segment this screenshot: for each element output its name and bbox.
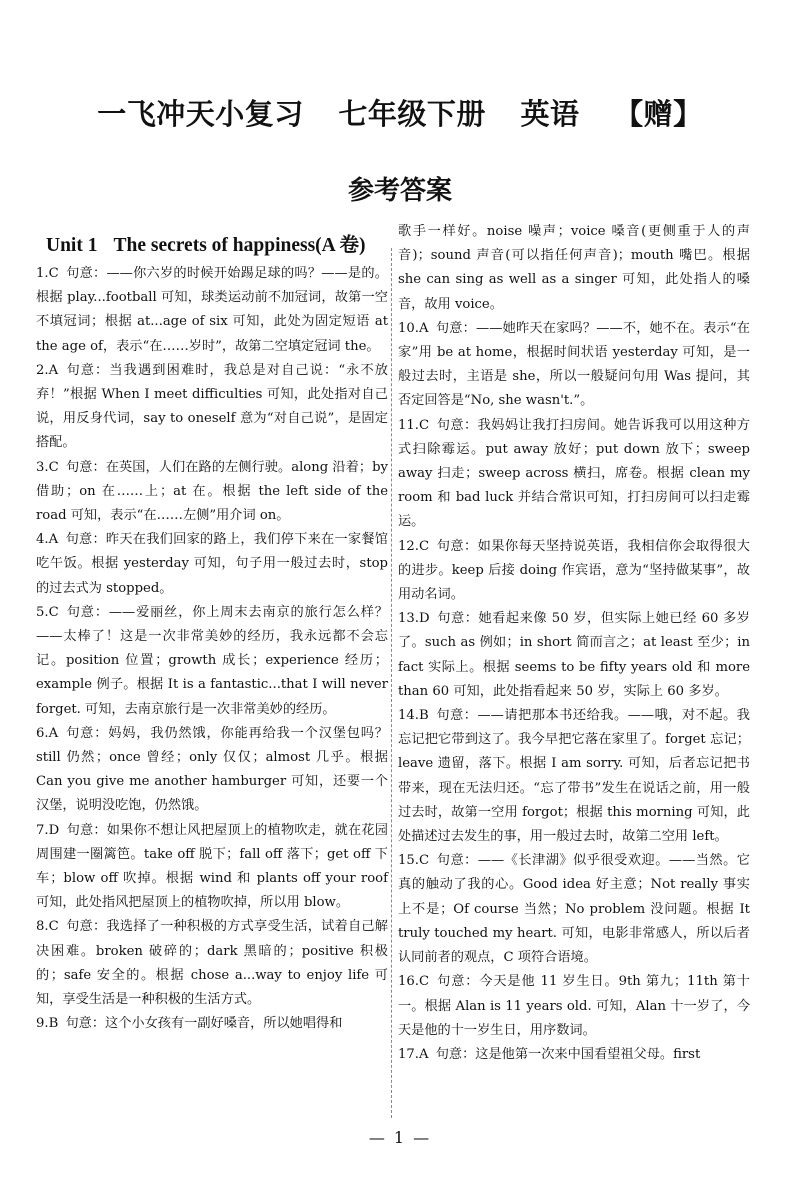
right-column bbox=[398, 220, 750, 1067]
answer-item-continued bbox=[398, 220, 750, 317]
answer-explanation: 歌手一样好。noise 噪声；voice 嗓音(更侧重于人的声音)；sound 声音(可以指任何声音)；mouth 嘴巴。根据 she can sing as well as a singer 可知，此处指人的嗓音，故用 voice。 bbox=[398, 224, 750, 312]
answer-item bbox=[36, 528, 388, 601]
answer-number: 14.B bbox=[398, 708, 429, 724]
answer-number: 15.C bbox=[398, 853, 430, 869]
left-column bbox=[36, 228, 388, 1037]
answer-item bbox=[36, 359, 388, 456]
answer-number: 16.C bbox=[398, 974, 430, 990]
answer-explanation: 句意：当我遇到困难时，我总是对自己说：“永不放弃！”根据 When I meet difficulties 可知，此处指对自己说，用反身代词，say to oneself 意为“对自己说”，是固定搭配。 bbox=[36, 362, 388, 451]
answer-number: 11.C bbox=[398, 417, 430, 433]
answer-item bbox=[398, 849, 750, 970]
answer-explanation: 句意：昨天在我们回家的路上，我们停下来在一家餐馆吃午饭。根据 yesterday 可知，句子用一般过去时，stop 的过去式为 stopped。 bbox=[36, 532, 388, 596]
answer-number: 5.C bbox=[36, 604, 59, 620]
title-part-subject: 英语 bbox=[520, 97, 580, 131]
answer-item bbox=[398, 607, 750, 704]
answer-explanation: 句意：如果你不想让风把屋顶上的植物吹走，就在花园周围建一圈篱笆。take off 脱下；fall off 落下；get off 下车；blow off 吹掉。根据 wind 和 plants off your roof 可知，此处指风把屋顶上的植物吹掉，所以用 blow。 bbox=[36, 822, 388, 911]
answer-explanation: 句意：——《长津湖》似乎很受欢迎。——当然。它真的触动了我的心。Good idea 好主意；Not really 事实上不是；Of course 当然；No problem 没问题。根据 It truly touched my heart. 可知，电影非常感人，所以后者认同前者的观点，C 项符合语境。 bbox=[398, 853, 750, 966]
answer-item bbox=[398, 704, 750, 849]
answer-explanation: 句意：在英国，人们在路的左侧行驶。along 沿着；by 借助；on 在……上；at 在。根据 the left side of the road 可知，表示“在……左侧”用介词 on。 bbox=[36, 459, 388, 524]
answer-number: 8.C bbox=[36, 919, 59, 935]
answer-explanation: 句意：——她昨天在家吗？——不，她不在。表示“在家”用 be at home，根据时间状语 yesterday 可知，是一般过去时，主语是 she，所以一般疑问句用 Was 提问，其否定回答是“No, she wasn't.”。 bbox=[398, 320, 750, 409]
answer-explanation: 句意：我妈妈让我打扫房间。她告诉我可以用这种方式扫除霉运。put away 放好；put down 放下；sweep away 扫走；sweep across 横扫，席卷。根据 clean my room 和 bad luck 并结合常识可知，打扫房间可以扫走霉运。 bbox=[398, 417, 750, 530]
answer-explanation: 句意：——你六岁的时候开始踢足球的吗？——是的。根据 play...football 可知，球类运动前不加冠词，故第一空不填冠词；根据 at...age of six 可知，此处为固定短语 at the age of，表示“在……岁时”，故第二空填定冠词 the。 bbox=[36, 266, 388, 354]
answer-explanation: 句意：——请把那本书还给我。——哦，对不起。我忘记把它带到这了。我今早把它落在家里了。forget 忘记；leave 遗留，落下。根据 I am sorry. 可知，后者忘记把书带来，现在无法归还。“忘了带书”发生在说话之前，用一般过去时，故第一空用 forgot；根据 this morning 可知，此处描述过去发生的事，用一般过去时，故第二空用 left。 bbox=[398, 708, 750, 845]
answer-item bbox=[36, 819, 388, 916]
answer-number: 13.D bbox=[398, 611, 430, 627]
answer-number: 1.C bbox=[36, 266, 59, 281]
answer-number: 10.A bbox=[398, 320, 429, 336]
unit-heading bbox=[46, 231, 388, 261]
answer-item bbox=[36, 915, 388, 1012]
answer-number: 6.A bbox=[36, 725, 59, 741]
answer-item bbox=[398, 317, 750, 414]
answer-explanation: 句意：这是他第一次来中国看望祖父母。first bbox=[435, 1046, 701, 1062]
page-subtitle: 参考答案 bbox=[347, 176, 452, 206]
answer-explanation: 句意：今天是他 11 岁生日。9th 第九；11th 第十一。根据 Alan is 11 years old. 可知，Alan 十一岁了，今天是他的十一岁生日，用序数词。 bbox=[398, 974, 750, 1038]
answer-explanation: 句意：这个小女孩有一副好嗓音，所以她唱得和 bbox=[65, 1016, 343, 1032]
answer-number: 3.C bbox=[36, 459, 59, 475]
answer-item bbox=[36, 456, 388, 529]
answer-explanation: 句意：我选择了一种积极的方式享受生活，试着自己解决困难。broken 破碎的；dark 黑暗的；positive 积极的；safe 安全的。根据 chose a...way to enjoy life 可知，享受生活是一种积极的生活方式。 bbox=[36, 919, 388, 1008]
answer-number: 4.A bbox=[36, 532, 59, 548]
answer-item bbox=[398, 535, 750, 608]
answer-item bbox=[36, 601, 388, 722]
title-part-gift: 【赠】 bbox=[614, 97, 703, 131]
answer-item bbox=[36, 722, 388, 819]
unit-title: The secrets of happiness(A 卷) bbox=[113, 235, 366, 256]
answer-item bbox=[398, 970, 750, 1043]
page-number: — 1 — bbox=[368, 1128, 432, 1147]
answer-item bbox=[36, 262, 388, 359]
answer-explanation: 句意：她看起来像 50 岁，但实际上她已经 60 多岁了。such as 例如；in short 简而言之；at least 至少；in fact 实际上。根据 seems to be fifty years old 和 more than 60 可知，此处指看起来 50 岁，实际上 60 多岁。 bbox=[398, 611, 750, 699]
answer-item bbox=[36, 1012, 388, 1036]
column-divider bbox=[391, 248, 393, 1118]
answer-number: 2.A bbox=[36, 362, 59, 378]
answer-explanation: 句意：妈妈，我仍然饿，你能再给我一个汉堡包吗？still 仍然；once 曾经；only 仅仅；almost 几乎。根据 Can you give me another hamburger 可知，还要一个汉堡，说明没吃饱，仍然饿。 bbox=[36, 725, 388, 814]
title-part-series: 一飞冲天小复习 bbox=[97, 97, 304, 131]
answer-item bbox=[398, 1043, 750, 1067]
answer-number: 7.D bbox=[36, 822, 60, 838]
answer-item bbox=[398, 414, 750, 535]
main-title bbox=[0, 92, 800, 133]
title-part-grade: 七年级下册 bbox=[338, 97, 486, 131]
answer-explanation: 句意：——爱丽丝，你上周末去南京的旅行怎么样？——太棒了！这是一次非常美妙的经历，我永远都不会忘记。position 位置；growth 成长；experience 经历；example 例子。根据 It is a fantastic...that I will never forget. 可知，去南京旅行是一次非常美妙的经历。 bbox=[36, 604, 388, 717]
answer-number: 12.C bbox=[398, 538, 430, 554]
answer-number: 9.B bbox=[36, 1016, 59, 1032]
answer-number: 17.A bbox=[398, 1046, 429, 1062]
unit-number: Unit 1 bbox=[46, 235, 98, 256]
answer-explanation: 句意：如果你每天坚持说英语，我相信你会取得很大的进步。keep 后接 doing 作宾语，意为“坚持做某事”，故用动名词。 bbox=[398, 538, 750, 603]
